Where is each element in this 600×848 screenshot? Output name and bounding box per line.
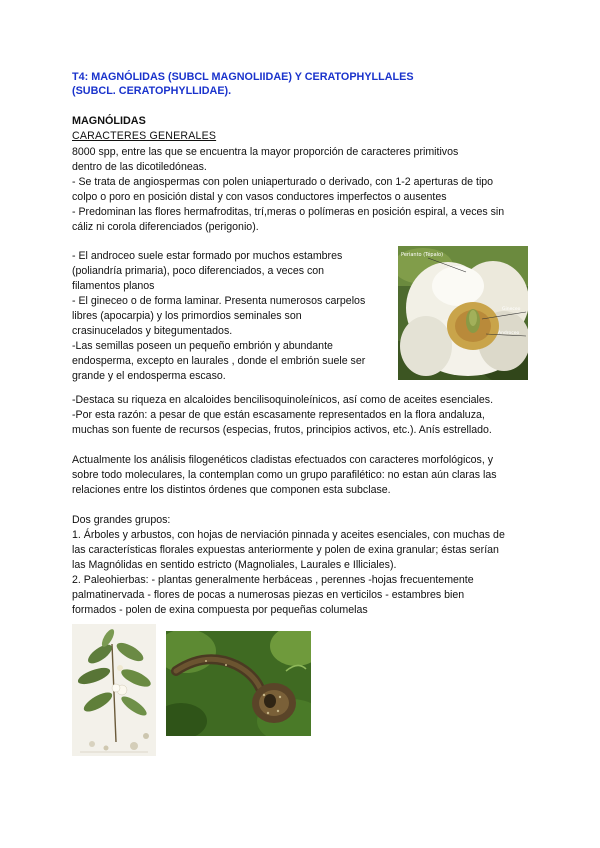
- text-line: -Las semillas poseen un pequeño embrión y abundante: [72, 340, 333, 352]
- text-line: -Por esta razón: a pesar de que están escasamente representados en la flora andaluza,: [72, 409, 485, 421]
- text-line: 1. Árboles y arbustos, con hojas de nerviación pinnada y aceites esenciales, con muchas de: [72, 529, 505, 541]
- text-line: Actualmente los análisis filogenéticos cladistas efectuados con caracteres morfológicos, y: [72, 454, 494, 466]
- text-line: -Destaca su riqueza en alcaloides bencilisoquinoleínicos, así como de aceites esenciales.: [72, 394, 494, 406]
- text-line: muchas son fuente de recursos (especias, frutos, principios activos, etc.). Anís estrellado.: [72, 424, 492, 436]
- text-line: formados - polen de exina compuesta por pequeñas columelas: [72, 604, 368, 616]
- text-line: las Magnólidas en sentido estricto (Magnoliales, Laurales e Illiciales).: [72, 559, 397, 571]
- text-line: Dos grandes grupos:: [72, 514, 171, 526]
- text-line: crasinucelados y bitegumentados.: [72, 325, 233, 337]
- text-line: dentro de las dicotiledóneas.: [72, 161, 207, 173]
- text-line: las características florales expuestas anteriormente y polen de exina granular; éstas serían: [72, 544, 499, 556]
- magnolia-flower-photo: [398, 246, 528, 380]
- text-line: palmatinervada - flores de pocas a numerosas piezas en verticilos - estambres bien: [72, 589, 465, 601]
- flower-label-perianth: Perianto (Tépalo): [401, 252, 444, 258]
- flower-label-androecium: Androceo: [498, 331, 520, 336]
- text-line: grande y el endosperma escaso.: [72, 370, 226, 382]
- text-line: sobre todo moleculares, la contemplan como un grupo parafilético: no estan aún claras las: [72, 469, 497, 481]
- text-line: libres (apocarpia) y los primordios seminales son: [72, 310, 302, 322]
- section-heading: MAGNÓLIDAS: [72, 115, 146, 127]
- paragraph-groups: [72, 513, 505, 618]
- text-line: colpo o poro en posición distal y con vasos conductores imperfectos o ausentes: [72, 191, 447, 203]
- text-line: - Se trata de angiospermas con polen uniaperturado o derivado, con 1-2 aperturas de tipo: [72, 176, 494, 188]
- text-line: relaciones entre los distintos órdenes que componen esta subclase.: [72, 484, 391, 496]
- text-line: - El gineceo o de forma laminar. Presenta numerosos carpelos: [72, 295, 366, 307]
- flower-label-gynoecium: Gineceo: [502, 307, 521, 312]
- text-line: - Predominan las flores hermafroditas, trí,meras o polímeras en posición espiral, a veces sin: [72, 206, 505, 218]
- text-line: cáliz ni corola diferenciados (perigonio).: [72, 221, 259, 233]
- text-line: 8000 spp, entre las que se encuentra la mayor proporción de caracteres primitivos: [72, 146, 459, 158]
- botanical-illustration: [72, 624, 156, 756]
- text-line: (poliandría primaria), poco diferenciados, a veces con: [72, 265, 325, 277]
- text-line: endosperma, excepto en laurales , donde el embrión suele ser: [72, 355, 366, 367]
- title-line-1: T4: MAGNÓLIDAS (SUBCL MAGNOLIIDAE) Y CERATOPHYLLALES: [72, 71, 414, 83]
- aristolochia-flower-photo: [166, 631, 311, 736]
- title-line-2: (SUBCL. CERATOPHYLLIDAE).: [72, 85, 232, 97]
- text-line: 2. Paleohierbas: - plantas generalmente herbáceas , perennes -hojas frecuentemente: [72, 574, 474, 586]
- paragraph-general: [72, 145, 504, 235]
- subheading: CARACTERES GENERALES: [72, 130, 217, 142]
- text-line: - El androceo suele estar formado por muchos estambres: [72, 250, 343, 262]
- text-line: filamentos planos: [72, 280, 155, 292]
- paragraph-chemistry: [72, 393, 493, 438]
- document-title: [72, 70, 572, 98]
- paragraph-phylogeny: [72, 453, 497, 498]
- paragraph-reproductive: [72, 249, 365, 384]
